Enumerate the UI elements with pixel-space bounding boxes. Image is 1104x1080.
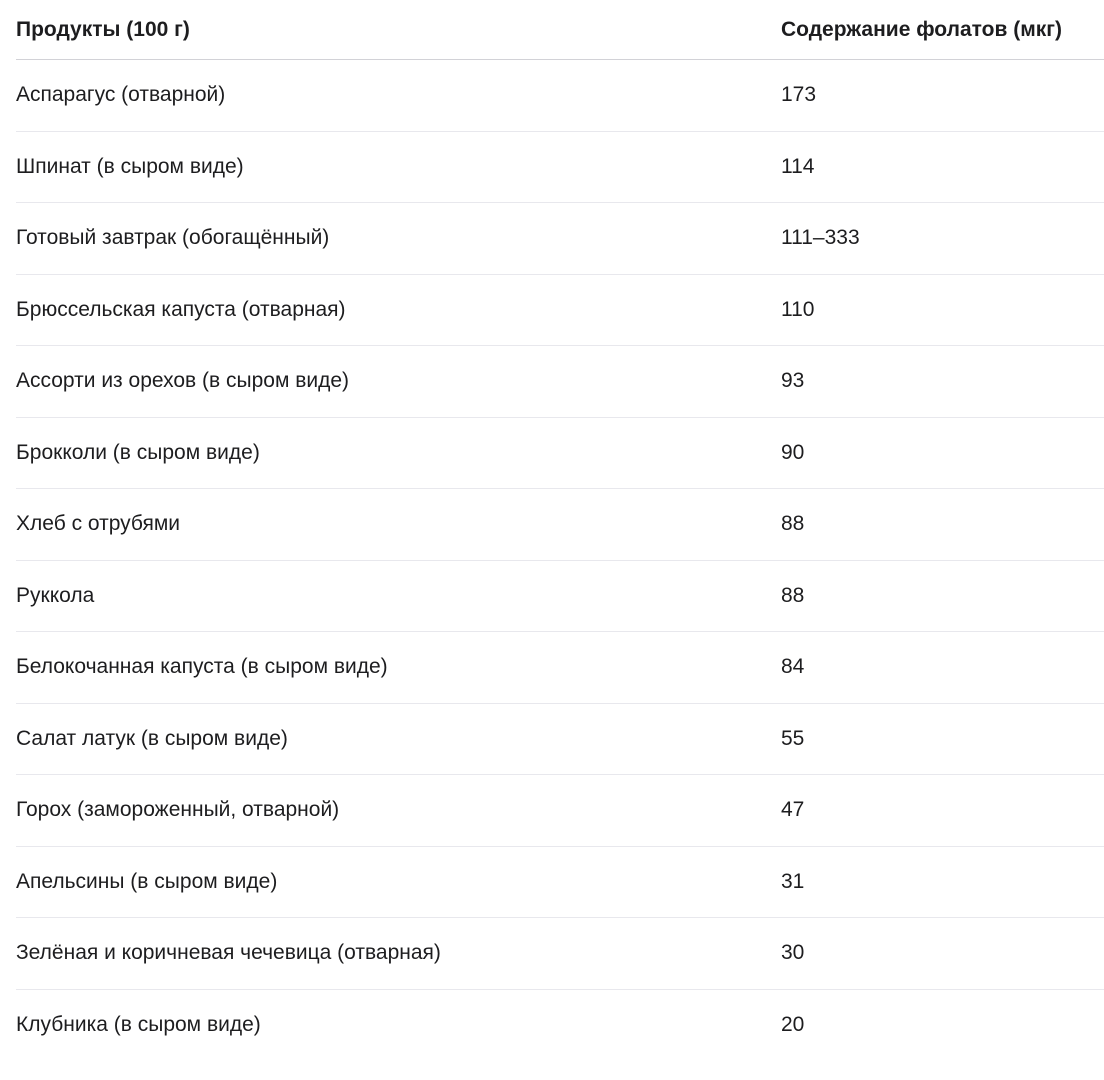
product-cell: Белокочанная капуста (в сыром виде) (16, 655, 388, 679)
folate-value-cell: 30 (781, 941, 805, 965)
product-cell: Готовый завтрак (обогащённый) (16, 226, 330, 250)
folate-value-cell: 93 (781, 369, 805, 393)
table-row (16, 561, 1104, 633)
table-row (16, 847, 1104, 919)
product-cell: Брокколи (в сыром виде) (16, 440, 260, 464)
folate-value-cell: 88 (781, 512, 805, 536)
table-row (16, 132, 1104, 204)
product-cell: Шпинат (в сыром виде) (16, 154, 244, 178)
product-cell: Аспарагус (отварной) (16, 83, 226, 107)
product-cell: Ассорти из орехов (в сыром виде) (16, 369, 350, 393)
table-row (16, 704, 1104, 776)
folate-table (16, 0, 1104, 1061)
table-row (16, 275, 1104, 347)
table-row (16, 775, 1104, 847)
column-header-folate: Содержание фолатов (мкг) (781, 17, 1062, 41)
folate-value-cell: 88 (781, 583, 805, 607)
table-body (16, 60, 1104, 1061)
table-header-row (16, 0, 1104, 60)
folate-value-cell: 114 (781, 154, 815, 178)
product-cell: Салат латук (в сыром виде) (16, 726, 288, 750)
table-row (16, 346, 1104, 418)
folate-value-cell: 173 (781, 83, 817, 107)
product-cell: Клубника (в сыром виде) (16, 1013, 261, 1037)
product-cell: Апельсины (в сыром виде) (16, 869, 278, 893)
table-row (16, 632, 1104, 704)
product-cell: Хлеб с отрубями (16, 512, 181, 536)
product-cell: Руккола (16, 583, 95, 607)
table-row (16, 60, 1104, 132)
table-row (16, 203, 1104, 275)
folate-value-cell: 47 (781, 798, 805, 822)
folate-value-cell: 84 (781, 655, 805, 679)
product-cell: Горох (замороженный, отварной) (16, 798, 340, 822)
product-cell: Брюссельская капуста (отварная) (16, 297, 346, 321)
folate-value-cell: 90 (781, 440, 805, 464)
table-row (16, 990, 1104, 1062)
column-header-product: Продукты (100 г) (16, 17, 190, 41)
table-row (16, 418, 1104, 490)
product-cell: Зелёная и коричневая чечевица (отварная) (16, 941, 441, 965)
table-row (16, 489, 1104, 561)
folate-value-cell: 110 (781, 297, 815, 321)
folate-value-cell: 111–333 (781, 226, 860, 250)
folate-value-cell: 55 (781, 726, 805, 750)
table-row (16, 918, 1104, 990)
folate-value-cell: 20 (781, 1013, 805, 1037)
folate-value-cell: 31 (781, 869, 805, 893)
